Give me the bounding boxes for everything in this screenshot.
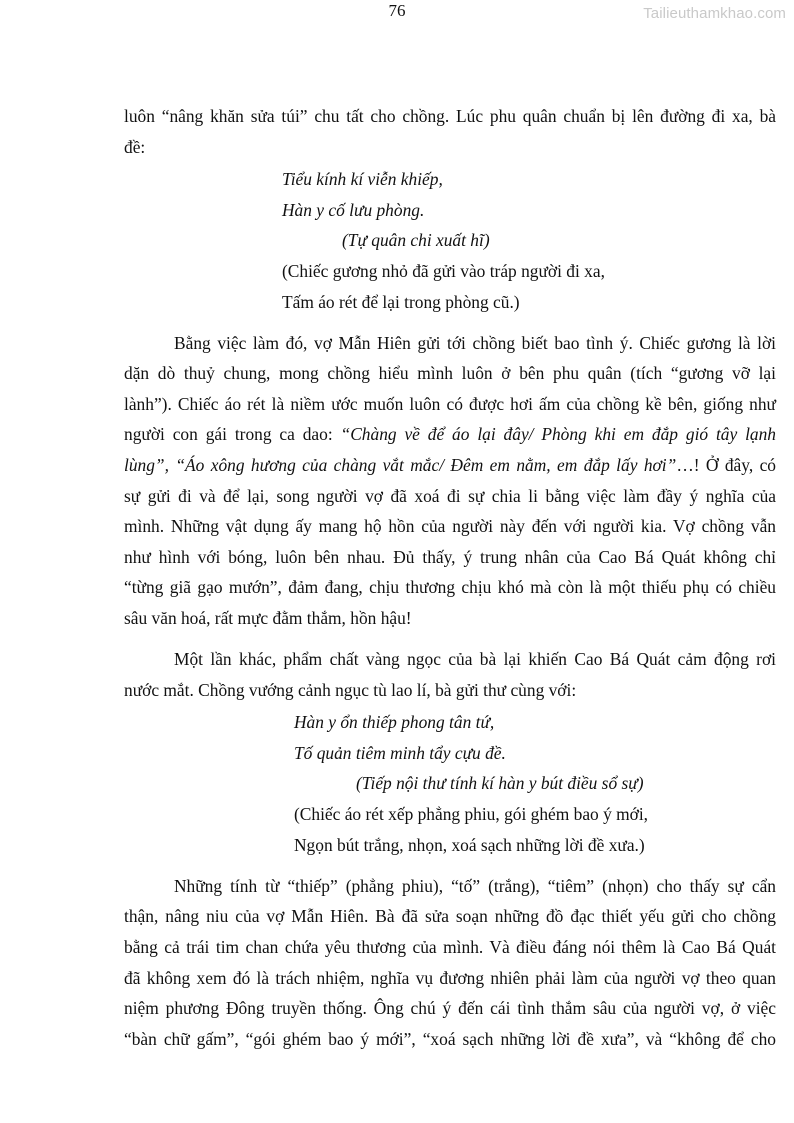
text-line: bằng cả trái tim chan chứa yêu thương của mình. Và điều đáng nói thêm là Cao Bá Quát (124, 936, 776, 957)
text-line: Những tính từ “thiếp” (phẳng phiu), “tố” (trắng), “tiêm” (nhọn) cho thấy sự cẩn (174, 875, 776, 896)
verse-line: Tố quản tiêm minh tẩy cựu đề. (294, 742, 506, 763)
paragraph-3 (124, 644, 776, 705)
text-line: thận, nâng niu của vợ Mẫn Hiên. Bà đã sửa soạn những đồ đạc thiết yếu gửi cho chồng (124, 906, 776, 927)
text-run: người con gái trong ca dao: (124, 424, 341, 445)
verse-block-1 (124, 164, 776, 317)
verse-source: (Tự quân chi xuất hĩ) (342, 230, 490, 251)
verse-source: (Tiếp nội thư tính kí hàn y bút điều sổ sự) (356, 773, 644, 794)
verse-line: Hàn y cố lưu phòng. (282, 199, 425, 220)
text-line: sâu văn hoá, rất mực đằm thắm, hồn hậu! (124, 608, 412, 628)
verse-line: Tiểu kính kí viễn khiếp, (282, 169, 443, 190)
text-line: luôn “nâng khăn sửa túi” chu tất cho chồng. Lúc phu quân chuẩn bị lên đường đi xa, bà (124, 106, 776, 126)
verse-line: Hàn y ổn thiếp phong tân tứ, (294, 712, 495, 733)
folk-verse-quote: “Chàng về để áo lại đây/ Phòng khi em đắp gió tây lạnh (340, 424, 776, 445)
text-line: Một lần khác, phẩm chất vàng ngọc của bà lại khiến Cao Bá Quát cảm động rơi (174, 649, 776, 670)
text-line: lành”). Chiếc áo rét là niềm ước muốn luôn có được hơi ấm của chồng kề bên, giống như (124, 393, 776, 414)
text-line (124, 419, 776, 450)
verse-translation: (Chiếc gương nhỏ đã gửi vào tráp người đi xa, (282, 260, 605, 281)
text-line: dặn dò thuỷ chung, mong chồng hiểu mình luôn ở bên phu quân (tích “gương vỡ lại (124, 363, 776, 384)
verse-translation: Ngọn bút trắng, nhọn, xoá sạch những lời đề xưa.) (294, 834, 645, 855)
text-line: đề: (124, 136, 146, 157)
text-line: “từng giã gạo mướn”, đảm đang, chịu thương chịu khó mà còn là một thiếu phụ có chiều (124, 577, 776, 598)
text-line: “bàn chữ gấm”, “gói ghém bao ý mới”, “xoá sạch những lời đề xưa”, và “không để cho (124, 1028, 776, 1049)
folk-verse-quote: lùng”, “Áo xông hương của chàng vắt mắc/ Đêm em nằm, em đắp lấy hơi” (124, 455, 677, 476)
text-line: Bằng việc làm đó, vợ Mẫn Hiên gửi tới chồng biết bao tình ý. Chiếc gương là lời (174, 332, 776, 353)
verse-block-2 (124, 707, 776, 860)
text-line: niệm phương Đông truyền thống. Ông chú ý đến cái tình thắm sâu của người vợ, ở việc (124, 998, 776, 1019)
text-line: như hình với bóng, luôn bên nhau. Đủ thấy, ý trung nhân của Cao Bá Quát không chỉ (124, 546, 776, 567)
verse-translation: (Chiếc áo rét xếp phẳng phiu, gói ghém bao ý mới, (294, 804, 649, 825)
text-line: sự gửi đi và để lại, song người vợ đã xoá đi sự chia li bằng việc làm đầy ý nghĩa của (124, 485, 776, 506)
text-line: đã không xem đó là trách nhiệm, nghĩa vụ đương nhiên phải làm của người vợ theo quan (124, 967, 776, 988)
text-line: nước mắt. Chồng vướng cảnh ngục tù lao lí, bà gửi thư cùng với: (124, 679, 577, 700)
page-body (124, 101, 776, 1054)
page-number: 76 (388, 1, 406, 20)
text-run: …! Ở đây, có (676, 455, 776, 476)
text-line: mình. Những vật dụng ấy mang hộ hồn của người này đến với người kia. Vợ chồng vẫn (124, 516, 776, 537)
watermark: Tailieuthamkhao.com (643, 5, 786, 22)
text-line (124, 450, 776, 481)
verse-translation: Tấm áo rét để lại trong phòng cũ.) (282, 291, 520, 312)
paragraph-4 (124, 871, 776, 1055)
paragraph-2 (124, 328, 776, 634)
paragraph-1 (124, 101, 776, 162)
